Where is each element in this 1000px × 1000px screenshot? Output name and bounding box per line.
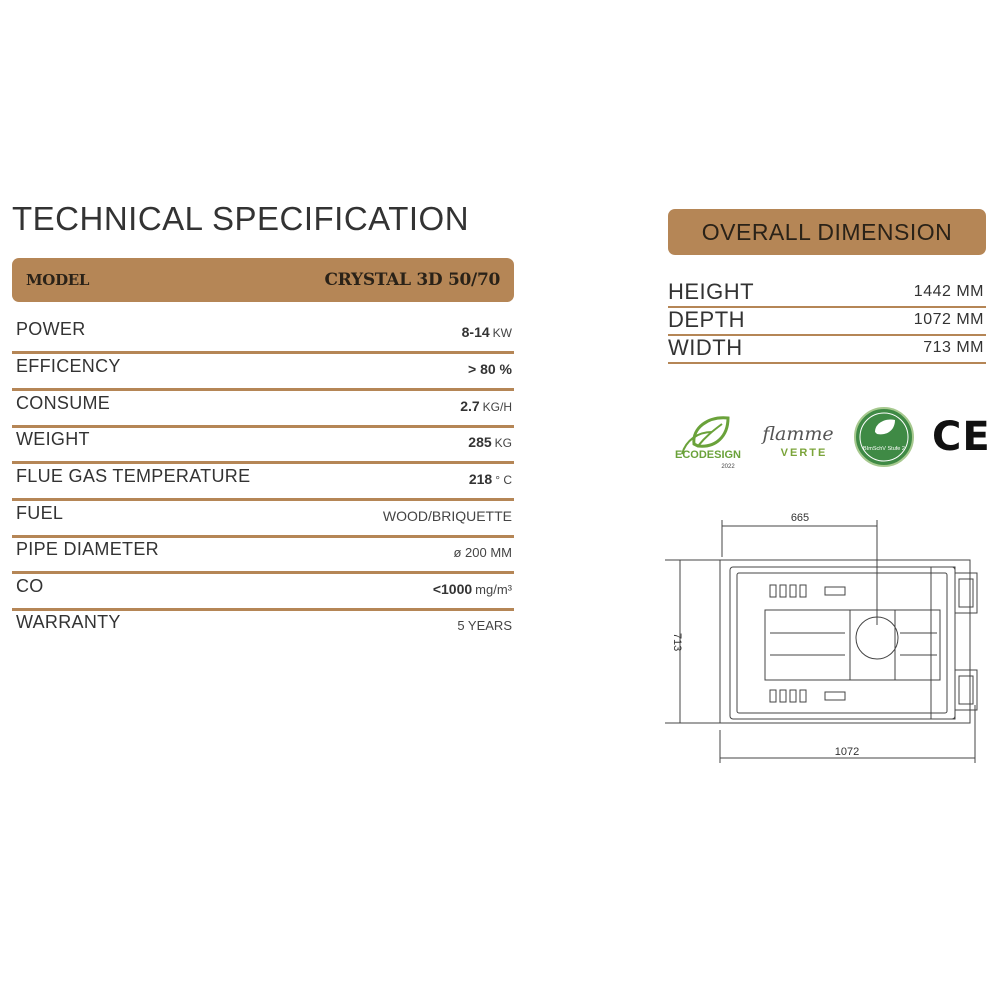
spec-title: TECHNICAL SPECIFICATION: [12, 200, 470, 237]
model-value: CRYSTAL 3D 50/70: [324, 270, 500, 290]
spec-label: CONSUME: [16, 393, 111, 413]
spec-label: CO: [16, 576, 44, 596]
dimension-row-height: [668, 279, 986, 308]
model-label: MODEL: [26, 271, 90, 289]
dim-top-label: 665: [790, 512, 810, 524]
spec-row-warranty: [12, 611, 514, 647]
spec-row-weight: [12, 428, 514, 464]
dimension-value: 1072 MM: [913, 311, 984, 328]
bimschv-text: BImSchV Stufe 2: [863, 446, 905, 452]
spec-label: WEIGHT: [16, 429, 90, 449]
dimension-row-width: [668, 335, 986, 364]
spec-row-flue-gas-temperature: [12, 465, 514, 501]
verte-text: VERTE: [780, 447, 828, 459]
dimension-value: 713 MM: [923, 339, 984, 356]
dimension-title: OVERALL DIMENSION: [668, 209, 986, 255]
spec-value: > 80 %: [468, 361, 512, 377]
spec-label: WARRANTY: [16, 612, 121, 632]
spec-row-efficency: [12, 355, 514, 391]
spec-row-consume: [12, 392, 514, 428]
spec-label: POWER: [16, 319, 86, 339]
dim-bottom-label: 1072: [834, 746, 860, 758]
ecodesign-logo: [672, 410, 744, 472]
flamme-verte-logo: [758, 420, 838, 462]
spec-row-power: [12, 318, 514, 354]
spec-label: PIPE DIAMETER: [16, 539, 159, 559]
spec-label: FUEL: [16, 503, 64, 523]
spec-value: 5 YEARS: [457, 618, 512, 633]
dim-left-label: 713: [671, 632, 683, 652]
dimension-label: HEIGHT: [668, 279, 755, 304]
spec-value: 218 ° C: [468, 471, 512, 487]
spec-row-co: [12, 575, 514, 611]
dimension-label: WIDTH: [668, 335, 743, 360]
technical-drawing: [655, 505, 990, 770]
ecodesign-year: 2022: [721, 464, 735, 470]
spec-value: <1000 mg/m³: [432, 581, 512, 597]
ce-mark: CE: [932, 414, 991, 460]
ecodesign-text: ECODESIGN: [674, 449, 742, 461]
spec-value: 2.7 KG/H: [460, 398, 512, 414]
spec-label: EFFICENCY: [16, 356, 121, 376]
dimension-row-depth: [668, 307, 986, 336]
bimschv-badge: [853, 404, 915, 474]
flamme-text: flamme: [762, 423, 834, 445]
dimension-value: 1442 MM: [913, 283, 984, 300]
spec-value: 8-14 KW: [461, 324, 512, 340]
spec-value: ø 200 MM: [453, 545, 512, 560]
spec-value: 285 KG: [468, 434, 512, 450]
spec-row-fuel: [12, 502, 514, 538]
model-bar: [12, 258, 514, 302]
spec-row-pipe-diameter: [12, 538, 514, 574]
dimension-label: DEPTH: [668, 307, 746, 332]
spec-value: WOOD/BRIQUETTE: [382, 508, 512, 524]
spec-label: FLUE GAS TEMPERATURE: [16, 466, 251, 486]
